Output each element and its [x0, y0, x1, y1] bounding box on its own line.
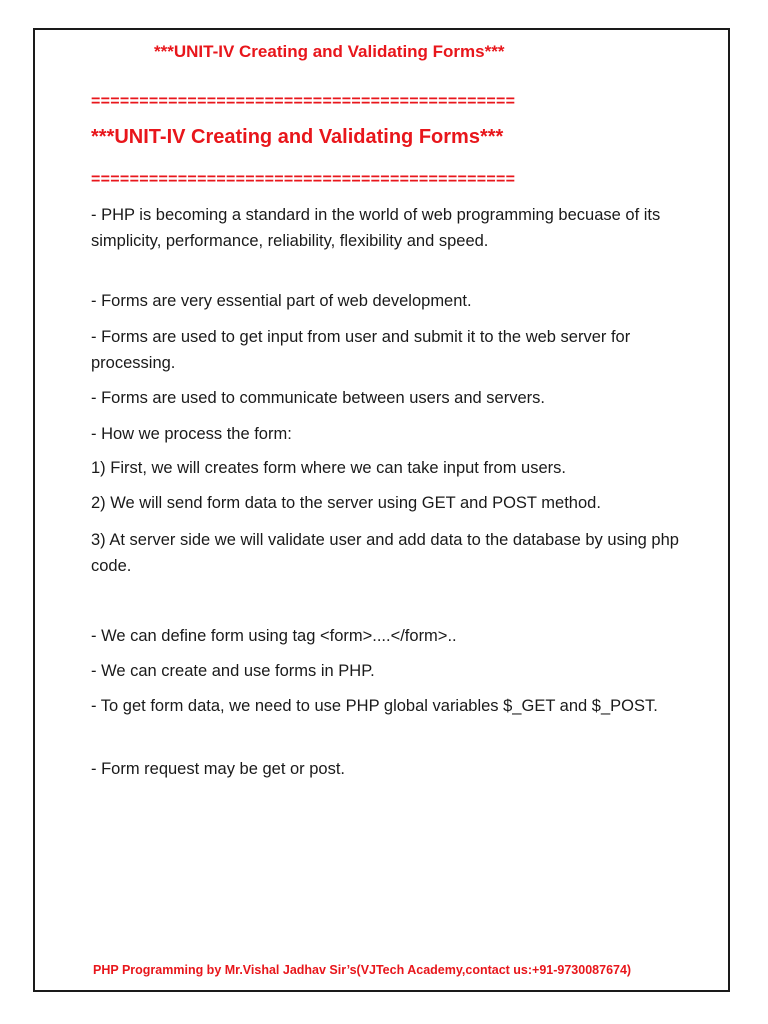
- paragraph-create-forms: - We can create and use forms in PHP.: [91, 662, 375, 680]
- paragraph-global-variables: - To get form data, we need to use PHP global variables $_GET and $_POST.: [91, 697, 658, 715]
- paragraph-php-intro: - PHP is becoming a standard in the world of web programming becuase of its simplicity, performance, reliability, flexibility and speed.: [91, 206, 661, 250]
- step-1: 1) First, we will creates form where we can take input from users.: [91, 459, 566, 477]
- step-3: 3) At server side we will validate user and add data to the database by using php code.: [91, 531, 679, 575]
- paragraph-forms-communicate: - Forms are used to communicate between users and servers.: [91, 389, 545, 407]
- paragraph-request-method: - Form request may be get or post.: [91, 760, 346, 778]
- separator-line-bottom: ============================================: [91, 171, 516, 188]
- paragraph-process-heading: - How we process the form:: [91, 425, 292, 443]
- paragraph-forms-essential: - Forms are very essential part of web development.: [91, 292, 472, 310]
- step-2: 2) We will send form data to the server using GET and POST method.: [91, 494, 601, 512]
- paragraph-forms-input: - Forms are used to get input from user and submit it to the web server for processing.: [91, 328, 631, 372]
- paragraph-form-tag: - We can define form using tag <form>....</form>..: [91, 627, 457, 645]
- page-footer: PHP Programming by Mr.Vishal Jadhav Sir’s(VJTech Academy,contact us:+91-9730087674): [93, 963, 632, 977]
- unit-title: ***UNIT-IV Creating and Validating Forms***: [91, 126, 504, 148]
- separator-line-top: ============================================: [91, 93, 516, 110]
- page-header-title: ***UNIT-IV Creating and Validating Forms***: [154, 42, 505, 61]
